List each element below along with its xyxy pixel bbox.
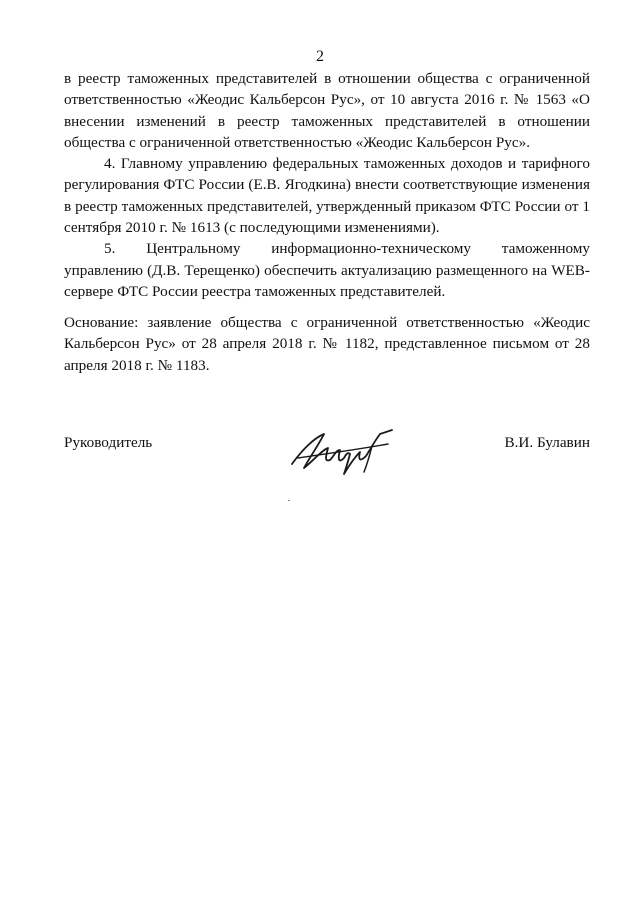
signature-block	[64, 420, 590, 490]
page-number: 2	[316, 48, 324, 65]
paragraph-item-5: 5. Центральному информационно-техническому таможенному управлению (Д.В. Терещенко) обеспечить актуализацию размещенного на WEB-сервере ФТС России реестра таможенных представителей.	[64, 240, 590, 300]
signatory-name: В.И. Булавин	[504, 434, 590, 451]
paragraph-item-4: 4. Главному управлению федеральных таможенных доходов и тарифного регулирования ФТС России (Е.В. Ягодкина) внести соответствующие изменения в реестр таможенных представителей, утвержденный приказом ФТС России от 1 сентября 2010 г. № 1613 (с последующими изменениями).	[64, 155, 590, 237]
scan-speck	[288, 500, 290, 501]
paragraph-continuation: в реестр таможенных представителей в отношении общества с ограниченной ответственностью «Жеодис Кальберсон Рус», от 10 августа 2016 г. № 1563 «О внесении изменений в реестр таможенных представителей в отношении общества с ограниченной ответственностью «Жеодис Кальберсон Рус».	[64, 70, 590, 151]
signatory-title: Руководитель	[64, 434, 153, 451]
basis-paragraph: Основание: заявление общества с ограниченной ответственностью «Жеодис Кальберсон Рус» от 28 апреля 2018 г. № 1182, представленное письмом от 28 апреля 2018 г. № 1183.	[64, 314, 590, 374]
handwritten-signature	[284, 420, 404, 480]
document-body	[64, 68, 590, 302]
